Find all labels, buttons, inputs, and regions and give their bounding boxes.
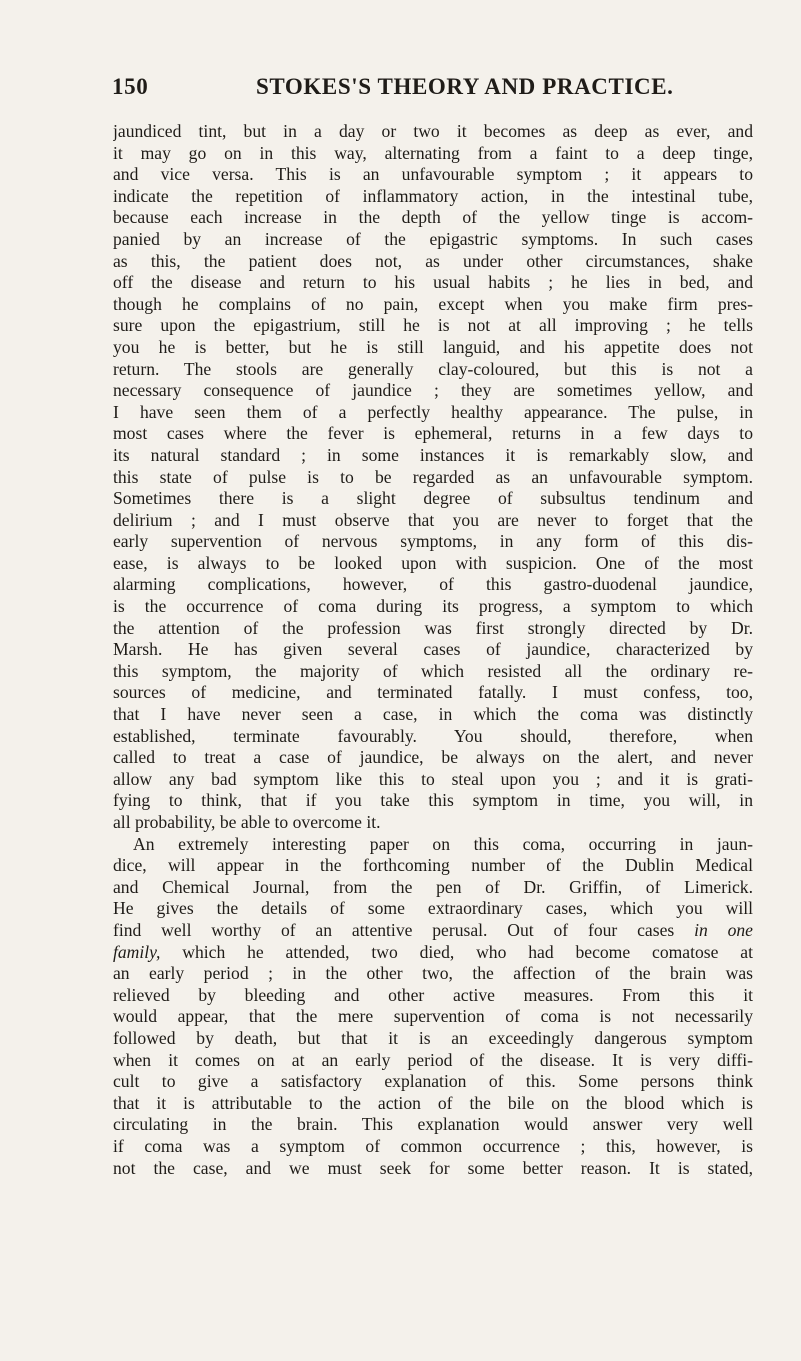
text-line-with-italic bbox=[113, 942, 753, 964]
text-line: would appear, that the mere supervention of coma is not necessarily bbox=[113, 1006, 753, 1027]
paragraph-last-line: all probability, be able to overcome it. bbox=[113, 812, 381, 832]
body-text bbox=[113, 121, 753, 1179]
text-line: Sometimes there is a slight degree of subsultus tendinum and bbox=[113, 488, 753, 509]
text-line: early supervention of nervous symptoms, in any form of this dis- bbox=[113, 531, 753, 552]
running-head bbox=[112, 74, 752, 104]
text-line: cult to give a satisfactory explanation of this. Some persons think bbox=[113, 1071, 753, 1092]
text-line: established, terminate favourably. You should, therefore, when bbox=[113, 725, 753, 746]
text-line: sure upon the epigastrium, still he is not at all improving ; he tells bbox=[113, 315, 753, 336]
italic-word: family, bbox=[113, 941, 161, 962]
text-line: necessary consequence of jaundice ; they are sometimes yellow, and bbox=[113, 380, 753, 401]
text-line: dice, will appear in the forthcoming number of the Dublin Medical bbox=[113, 855, 753, 876]
text-line: not the case, and we must seek for some better reason. It is stated, bbox=[113, 1157, 753, 1178]
text-segment: find well worthy of an attentive perusal. Out of four cases bbox=[113, 919, 675, 940]
text-line: jaundiced tint, but in a day or two it becomes as deep as ever, and bbox=[113, 121, 753, 141]
text-line: circulating in the brain. This explanation would answer very well bbox=[113, 1114, 753, 1135]
text-line: I have seen them of a perfectly healthy appearance. The pulse, in bbox=[113, 401, 753, 422]
text-line: you he is better, but he is still languid, and his appetite does not bbox=[113, 336, 753, 357]
text-line: is the occurrence of coma during its progress, a symptom to which bbox=[113, 596, 753, 617]
text-line: that I have never seen a case, in which the coma was distinctly bbox=[113, 704, 753, 725]
text-line: alarming complications, however, of this gastro-duodenal jaundice, bbox=[113, 574, 753, 595]
text-line: called to treat a case of jaundice, be always on the alert, and never bbox=[113, 747, 753, 768]
italic-phrase: in one bbox=[694, 919, 753, 940]
text-line: that it is attributable to the action of the bile on the blood which is bbox=[113, 1092, 753, 1113]
text-line: the attention of the profession was first strongly directed by Dr. bbox=[113, 617, 753, 638]
text-line: if coma was a symptom of common occurrence ; this, however, is bbox=[113, 1135, 753, 1156]
text-line: because each increase in the depth of the yellow tinge is accom- bbox=[113, 207, 753, 228]
page-number: 150 bbox=[112, 74, 149, 99]
text-line: followed by death, but that it is an exceedingly dangerous symptom bbox=[113, 1027, 753, 1048]
text-line: when it comes on at an early period of the disease. It is very diffi- bbox=[113, 1049, 753, 1070]
text-line: most cases where the fever is ephemeral, returns in a few days to bbox=[113, 423, 753, 444]
text-line: this symptom, the majority of which resisted all the ordinary re- bbox=[113, 660, 753, 681]
text-line: off the disease and return to his usual habits ; he lies in bed, and bbox=[113, 272, 753, 293]
text-segment: which he attended, two died, who had become comatose at bbox=[160, 941, 753, 962]
text-line: though he complains of no pain, except when you make firm pres- bbox=[113, 293, 753, 314]
text-line: fying to think, that if you take this symptom in time, you will, in bbox=[113, 790, 753, 811]
text-line: delirium ; and I must observe that you are never to forget that the bbox=[113, 509, 753, 530]
text-line: its natural standard ; in some instances it is remarkably slow, and bbox=[113, 444, 753, 465]
text-line: return. The stools are generally clay-coloured, but this is not a bbox=[113, 358, 753, 379]
text-line: this state of pulse is to be regarded as an unfavourable symptom. bbox=[113, 466, 753, 487]
text-line: and Chemical Journal, from the pen of Dr. Griffin, of Limerick. bbox=[113, 876, 753, 897]
text-line: panied by an increase of the epigastric symptoms. In such cases bbox=[113, 228, 753, 249]
paragraph-first-line: An extremely interesting paper on this coma, occurring in jaun- bbox=[133, 833, 753, 854]
text-line: Marsh. He has given several cases of jaundice, characterized by bbox=[113, 639, 753, 660]
text-line: sources of medicine, and terminated fatally. I must confess, too, bbox=[113, 682, 753, 703]
running-title: STOKES'S THEORY AND PRACTICE. bbox=[256, 74, 674, 99]
text-line: as this, the patient does not, as under other circumstances, shake bbox=[113, 250, 753, 271]
text-line: an early period ; in the other two, the affection of the brain was bbox=[113, 963, 753, 984]
text-line: relieved by bleeding and other active measures. From this it bbox=[113, 984, 753, 1005]
text-line: He gives the details of some extraordinary cases, which you will bbox=[113, 898, 753, 919]
text-line: it may go on in this way, alternating from a faint to a deep tinge, bbox=[113, 142, 753, 163]
text-line: and vice versa. This is an unfavourable symptom ; it appears to bbox=[113, 164, 753, 185]
text-line-with-italic bbox=[113, 920, 753, 942]
text-line: ease, is always to be looked upon with suspicion. One of the most bbox=[113, 552, 753, 573]
text-line: allow any bad symptom like this to steal upon you ; and it is grati- bbox=[113, 768, 753, 789]
text-line: indicate the repetition of inflammatory action, in the intestinal tube, bbox=[113, 185, 753, 206]
